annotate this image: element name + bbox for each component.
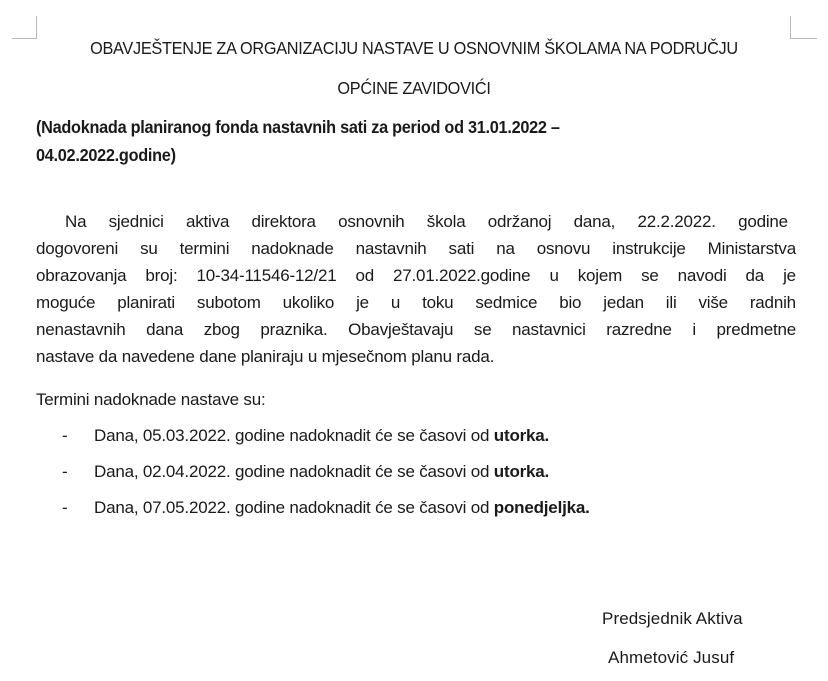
body-word: nadoknade (251, 239, 334, 258)
body-word: 10-34-11546-12/21 (196, 266, 337, 285)
body-word: subotom (196, 293, 261, 312)
term-text: Dana, 07.05.2022. godine nadoknadit će se časovi od (94, 498, 494, 517)
body-word: 27.01.2022.godine (392, 266, 531, 285)
list-bullet: - (62, 498, 68, 517)
body-word: 22.2.2022. (637, 212, 716, 231)
body-word: osnovnih (338, 212, 405, 231)
body-word: je (783, 266, 796, 285)
term-list-item (62, 462, 549, 482)
body-word: aktiva (185, 212, 230, 231)
body-word: sedmice (475, 293, 538, 312)
signature-title: Predsjednik Aktiva (602, 609, 743, 628)
term-text: Dana, 02.04.2022. godine nadoknadit će se časovi od (94, 462, 494, 481)
body-word: je (356, 293, 369, 312)
page-corner-mark-top-right (790, 16, 817, 39)
body-word: sjednici (108, 212, 164, 231)
body-word: ukoliko (282, 293, 335, 312)
body-word: nenastavnih (36, 320, 126, 339)
body-word: jedan (603, 293, 644, 312)
body-word: Obavještavaju (348, 320, 454, 339)
body-word: godine (738, 212, 788, 231)
body-line (36, 266, 796, 292)
signature-name: Ahmetović Jusuf (608, 648, 735, 667)
term-text: Dana, 05.03.2022. godine nadoknadit će se časovi od (94, 426, 494, 445)
body-word: instrukcije (612, 239, 686, 258)
body-word: u (549, 266, 559, 285)
body-word: dana (146, 320, 184, 339)
term-list-item (62, 498, 590, 518)
subtitle-line-2: 04.02.2022.godine) (36, 145, 176, 165)
body-word: broj: (145, 266, 178, 285)
body-word: u (390, 293, 401, 312)
term-day: utorka. (493, 462, 550, 481)
body-word: praznika. (260, 320, 328, 339)
body-word: moguće (36, 293, 96, 312)
list-bullet: - (62, 426, 68, 445)
term-day: ponedjeljka. (493, 498, 590, 517)
body-word: održanoj (487, 212, 552, 231)
body-word: dana, (573, 212, 616, 231)
body-word: Na (65, 212, 87, 231)
body-line-last: nastave da navedene dane planiraju u mjesečnom planu rada. (36, 347, 495, 366)
body-word: obrazovanja (36, 266, 127, 285)
body-word: više (698, 293, 728, 312)
body-word: nastavnih (355, 239, 427, 258)
body-word: zbog (203, 320, 240, 339)
body-word: se (473, 320, 492, 339)
body-word: predmetne (716, 320, 796, 339)
body-word: direktora (251, 212, 316, 231)
body-line (36, 239, 796, 265)
document-title-line-2: OPĆINE ZAVIDOVIĆI (337, 78, 491, 98)
body-word: i (692, 320, 696, 339)
body-word: kojem (577, 266, 623, 285)
terms-label: Termini nadoknade nastave su: (36, 390, 266, 409)
body-word: nastavnici (512, 320, 586, 339)
body-word: navodi (677, 266, 727, 285)
body-word: planirati (117, 293, 175, 312)
body-line (36, 320, 796, 346)
body-word: na (496, 239, 515, 258)
body-word: od (355, 266, 374, 285)
body-word: toku (422, 293, 454, 312)
term-list-item (62, 426, 549, 446)
body-word: bio (559, 293, 582, 312)
body-word: se (641, 266, 659, 285)
body-word: su (140, 239, 158, 258)
body-word: Ministarstva (707, 239, 796, 258)
body-line (65, 212, 788, 238)
page-corner-mark-top-left (12, 16, 37, 39)
body-word: dogovoreni (36, 239, 119, 258)
body-word: termini (179, 239, 230, 258)
document-title-line-1: OBAVJEŠTENJE ZA ORGANIZACIJU NASTAVE U OSNOVNIM ŠKOLAMA NA PODRUČJU (90, 38, 738, 58)
document-subtitle (36, 113, 687, 169)
body-word: osnovu (536, 239, 591, 258)
body-word: škola (426, 212, 466, 231)
body-word: da (745, 266, 765, 285)
body-word: razredne (606, 320, 672, 339)
body-word: ili (665, 293, 677, 312)
body-word: radnih (749, 293, 796, 312)
body-word: sati (448, 239, 475, 258)
subtitle-line-1: (Nadoknada planiranog fonda nastavnih sati za period od 31.01.2022 – (36, 117, 560, 137)
term-day: utorka. (493, 426, 550, 445)
list-bullet: - (62, 462, 68, 481)
body-line (36, 293, 796, 319)
